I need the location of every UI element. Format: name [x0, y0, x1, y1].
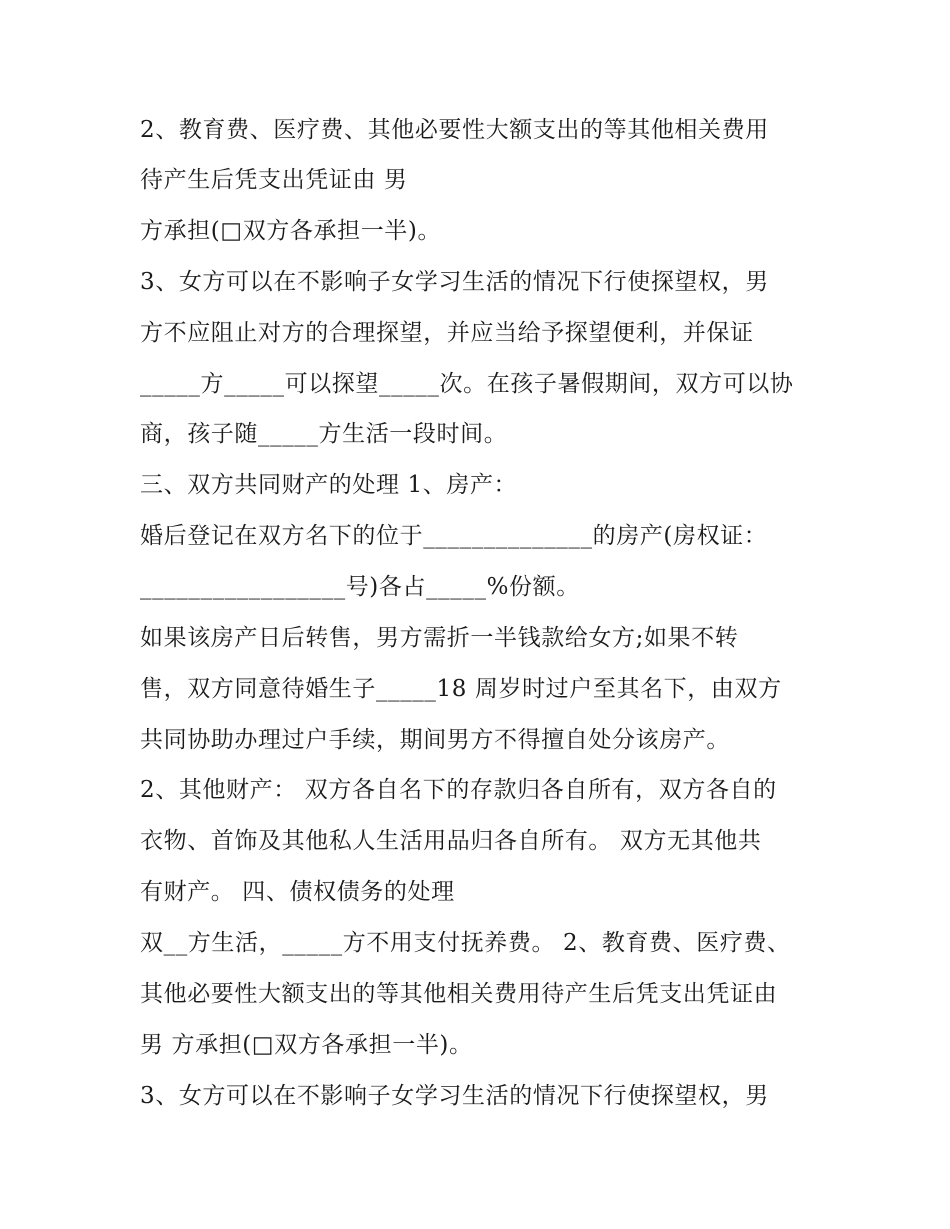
- section-heading: 有财产。 四、债权债务的处理: [140, 879, 455, 905]
- text-line: 2、教育费、医疗费、其他必要性大额支出的等其他相关费用: [140, 117, 769, 143]
- text-line: 如果该房产日后转售，男方需折一半钱款给女方;如果不转: [140, 625, 739, 651]
- text-line: 方不应阻止对方的合理探望，并应当给予探望便利，并保证: [140, 320, 754, 346]
- text-line: 其他必要性大额支出的等其他相关费用待产生后凭支出凭证由: [140, 981, 778, 1007]
- text-line: 双__方生活，_____方不用支付抚养费。 2、教育费、医疗费、: [140, 930, 791, 956]
- text-line: 衣物、首饰及其他私人生活用品归各自所有。 双方无其他共: [140, 828, 762, 854]
- text-line: 方承担(□双方各承担一半)。: [140, 218, 442, 244]
- section-heading: 三、双方共同财产的处理 1、房产：: [140, 472, 518, 498]
- text-line: 共同协助办理过户手续，期间男方不得擅自处分该房产。: [140, 727, 730, 753]
- text-line: 男 方承担(□双方各承担一半)。: [140, 1032, 473, 1058]
- text-line: 待产生后凭支出凭证由 男: [140, 167, 408, 193]
- text-line: 3、女方可以在不影响子女学习生活的情况下行使探望权，男: [140, 269, 769, 295]
- text-line: _________________号)各占_____%份额。: [140, 574, 580, 600]
- text-line: 3、女方可以在不影响子女学习生活的情况下行使探望权，男: [140, 1083, 769, 1109]
- text-line: 2、其他财产： 双方各自名下的存款归各自所有，双方各自的: [140, 777, 777, 803]
- text-line: 商，孩子随_____方生活一段时间。: [140, 421, 508, 447]
- text-line: _____方_____可以探望_____次。在孩子暑假期间，双方可以协: [140, 371, 794, 397]
- text-line: 售，双方同意待婚生子_____18 周岁时过户至其名下，由双方: [140, 676, 782, 702]
- text-line: 婚后登记在双方名下的位于______________的房产(房权证：: [140, 523, 768, 549]
